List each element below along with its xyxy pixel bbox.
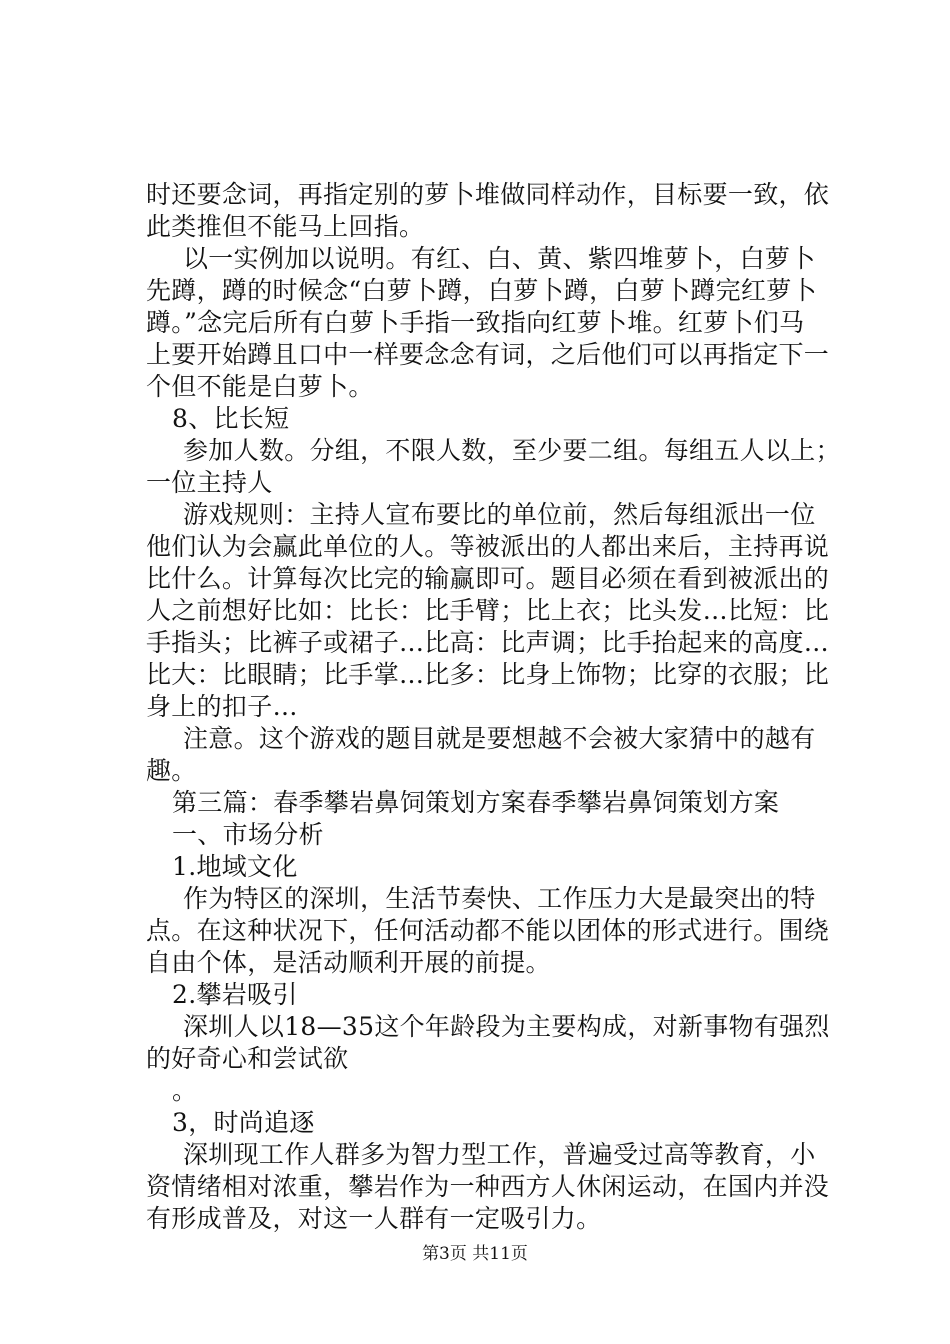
- page-number-footer: 第3页 共11页: [422, 1244, 528, 1264]
- paragraph-line: 手指头；比裤子或裙子…比高：比声调；比手抬起来的高度…: [146, 628, 830, 657]
- paragraph-line: 注意。这个游戏的题目就是要想越不会被大家猜中的越有: [183, 724, 816, 753]
- paragraph-line: 参加人数。分组，不限人数，至少要二组。每组五人以上；: [183, 436, 841, 465]
- section-heading: 3，时尚追逐: [172, 1108, 315, 1137]
- paragraph-line: 他们认为会赢此单位的人。等被派出的人都出来后，主持再说: [146, 532, 830, 561]
- paragraph-line: 上要开始蹲且口中一样要念念有词，之后他们可以再指定下一: [146, 340, 830, 369]
- paragraph-line: 身上的扣子…: [146, 692, 298, 721]
- paragraph-line: 作为特区的深圳，生活节奏快、工作压力大是最突出的特: [183, 884, 816, 913]
- paragraph-line: 趣。: [146, 756, 197, 785]
- paragraph-line: 。: [172, 1076, 198, 1105]
- paragraph-line: 有形成普及，对这一人群有一定吸引力。: [146, 1204, 602, 1233]
- paragraph-line: 时还要念词，再指定别的萝卜堆做同样动作，目标要一致，依: [146, 180, 830, 209]
- paragraph-line: 的好奇心和尝试欲: [146, 1044, 349, 1073]
- paragraph-line: 点。在这种状况下，任何活动都不能以团体的形式进行。围绕: [146, 916, 830, 945]
- section-heading: 2.攀岩吸引: [172, 980, 298, 1009]
- paragraph-line: 一位主持人: [146, 468, 273, 497]
- paragraph-line: 比大：比眼睛；比手掌…比多：比身上饰物；比穿的衣服；比: [146, 660, 830, 689]
- paragraph-line: 此类推但不能马上回指。: [146, 212, 425, 241]
- paragraph-line: 深圳人以18—35这个年龄段为主要构成，对新事物有强烈: [183, 1012, 830, 1041]
- paragraph-line: 游戏规则：主持人宣布要比的单位前，然后每组派出一位: [183, 500, 816, 529]
- paragraph-line: 比什么。计算每次比完的输赢即可。题目必须在看到被派出的: [146, 564, 830, 593]
- section-heading: 1.地域文化: [172, 852, 298, 881]
- chapter-title: 第三篇：春季攀岩鼻饲策划方案春季攀岩鼻饲策划方案: [172, 788, 780, 817]
- paragraph-line: 蹲。”念完后所有白萝卜手指一致指向红萝卜堆。红萝卜们马: [146, 308, 805, 337]
- section-heading: 一、市场分析: [172, 820, 324, 849]
- paragraph-line: 人之前想好比如：比长：比手臂；比上衣；比头发…比短：比: [146, 596, 830, 625]
- paragraph-line: 先蹲，蹲的时候念“白萝卜蹲，白萝卜蹲，白萝卜蹲完红萝卜: [146, 276, 817, 305]
- paragraph-line: 以一实例加以说明。有红、白、黄、紫四堆萝卜，白萝卜: [183, 244, 816, 273]
- paragraph-line: 资情绪相对浓重，攀岩作为一种西方人休闲运动，在国内并没: [146, 1172, 830, 1201]
- paragraph-line: 深圳现工作人群多为智力型工作，普遍受过高等教育，小: [183, 1140, 816, 1169]
- section-heading: 8、比长短: [172, 404, 290, 433]
- paragraph-line: 个但不能是白萝卜。: [146, 372, 374, 401]
- paragraph-line: 自由个体，是活动顺利开展的前提。: [146, 948, 551, 977]
